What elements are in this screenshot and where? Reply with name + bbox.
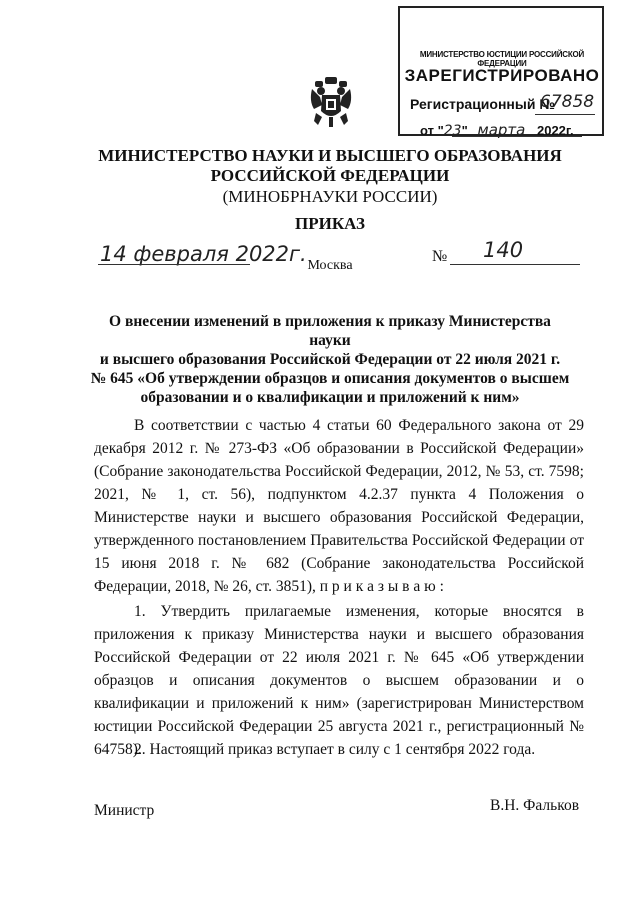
stamp-date-mid: " bbox=[461, 123, 468, 138]
date-underline bbox=[98, 264, 250, 265]
order-subject bbox=[90, 312, 570, 407]
order-number: 140 bbox=[483, 238, 524, 262]
ministry-title-line2: РОССИЙСКОЙ ФЕДЕРАЦИИ bbox=[210, 166, 450, 185]
order-date: 14 февраля 2022г. bbox=[100, 242, 307, 266]
stamp-date-prefix: от " bbox=[420, 123, 444, 138]
stamp-reg-number-label: Регистрационный № bbox=[410, 96, 555, 112]
clause-1: 1. Утвердить прилагаемые изменения, которые вносятся в приложения к приказу Министерства науки и высшего образования Российской Федерации от 22 июля 2021 г. № 645 «Об утверждении образцов и описания документов о высшем образовании и о квалификации и приложений к ним» (зарегистрирован Министерством юстиции Российской Федерации 25 августа 2021 г., регистрационный № 64758). bbox=[94, 603, 584, 758]
subject-line: О внесении изменений в приложения к приказу Министерства науки bbox=[109, 313, 551, 349]
ministry-short-name: (МИНОБРНАУКИ РОССИИ) bbox=[222, 187, 438, 206]
signatory-name: В.Н. Фальков bbox=[490, 797, 580, 814]
subject-line: № 645 «Об утверждении образцов и описания документов о высшем bbox=[90, 370, 570, 387]
stamp-date-underline bbox=[452, 136, 582, 137]
document-type: ПРИКАЗ bbox=[295, 214, 365, 233]
city: Москва bbox=[307, 258, 353, 273]
stamp-registered: ЗАРЕГИСТРИРОВАНО bbox=[404, 66, 600, 85]
subject-line: и высшего образования Российской Федерации от 22 июля 2021 г. bbox=[99, 351, 561, 368]
stamp-date-day: 23 bbox=[443, 123, 462, 139]
clause-2: 2. Настоящий приказ вступает в силу с 1 сентября 2022 года. bbox=[134, 741, 536, 758]
stamp-number-underline bbox=[535, 114, 595, 115]
stamp-reg-number: 67858 bbox=[540, 92, 595, 112]
subject-line: образовании и о квалификации и приложений к ним» bbox=[140, 389, 520, 406]
stamp-ministry: МИНИСТЕРСТВО ЮСТИЦИИ РОССИЙСКОЙ ФЕДЕРАЦИИ bbox=[419, 50, 585, 68]
preamble-paragraph: В соответствии с частью 4 статьи 60 Федерального закона от 29 декабря 2012 г. № 273-ФЗ «Об образовании в Российской Федерации» (Собрание законодательства Российской Федерации, 2012, № 53, ст. 7598; 2021, № 1, ст. 56), подпунктом 4.2.37 пункта 4 Положения о Министерстве науки и высшего образования Российской Федерации, утвержденного постановлением Правительства Российской Федерации от 15 июня 2018 г. № 682 (Собрание законодательства Российской Федерации, 2018, № 26, ст. 3851), п р и к а з ы в а ю : bbox=[94, 417, 584, 595]
order-number-label: № bbox=[432, 248, 448, 265]
number-underline bbox=[450, 264, 580, 265]
signatory-position: Министр bbox=[94, 802, 155, 819]
ministry-title-line1: МИНИСТЕРСТВО НАУКИ И ВЫСШЕГО ОБРАЗОВАНИЯ bbox=[98, 146, 562, 165]
stamp-date-month: марта bbox=[477, 121, 526, 139]
stamp-date-year: 2022г. bbox=[536, 123, 574, 138]
coat-of-arms-icon bbox=[308, 75, 354, 129]
